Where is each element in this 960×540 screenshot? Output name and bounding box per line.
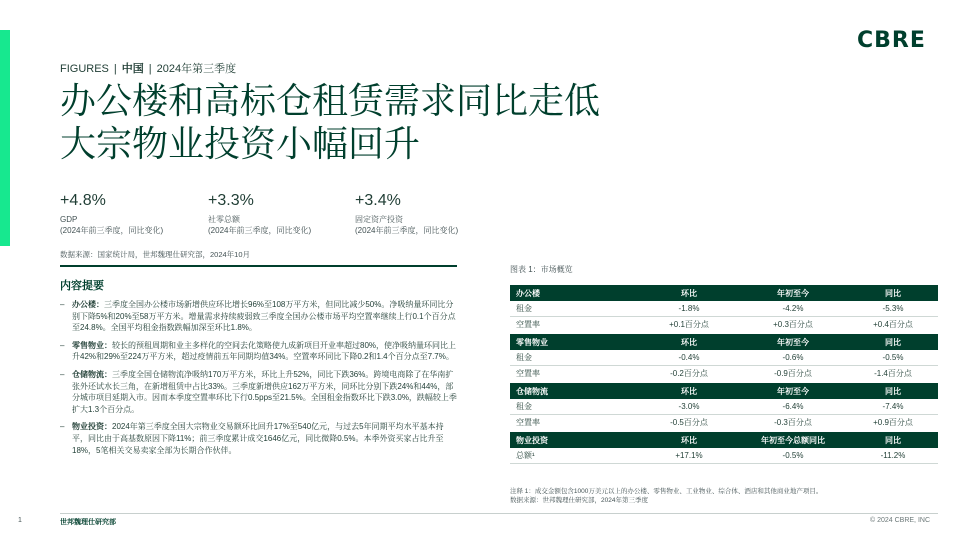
cell-value: -0.6% (738, 350, 848, 366)
kpi-source: 数据来源：国家统计局，世邦魏理仕研究部，2024年10月 (60, 250, 251, 259)
table-row (510, 350, 938, 366)
row-label: 租金 (510, 399, 640, 415)
table-row (510, 415, 938, 432)
summary-item-investment: – 物业投资：2024年第三季度全国大宗物业交易额环比回升17%至540亿元，与过去5年同期平均水平基本持平，同比由于高基数原因下降11%；前三季度累计成交1646亿元，同比微降0.5%。本季外资买家占比升至18%，5笔相关交易卖家全部为长期合作伙伴。 (60, 422, 444, 455)
kpi-value: +3.3% (208, 192, 254, 209)
row-label: 总额¹ (510, 448, 640, 464)
eyebrow-period: 2024年第三季度 (156, 63, 237, 75)
column-header: 环比 (640, 382, 738, 399)
section-name: 物业投资 (510, 431, 640, 448)
summary-item-lead: 物业投资： (72, 422, 112, 432)
table-section-header (510, 431, 938, 448)
row-label: 租金 (510, 350, 640, 366)
summary-item-text: 三季度全国仓储物流净吸纳170万平方米，环比上升52%，同比下跌36%。跨境电商除了在华南扩张外还试水长三角，在新增租赁中占比33%。三季度新增供应162万平方米，同环比分别下跌24%和44%，部分城市项目延期入市。因而本季度空置率环比下行0.5pps至21.5%。全国租金指数环比下跌3.0%，跌幅较上季扩大1.3个百分点。 (72, 369, 457, 414)
summary-item-text: 2024年第三季度全国大宗物业交易额环比回升17%至540亿元，与过去5年同期平均水平基本持平，同比由于高基数原因下降11%；前三季度累计成交1646亿元，同比微降0.5%。本季外资买家占比升至18%，5笔相关交易卖家全部为长期合作伙伴。 (72, 422, 444, 455)
table-section-header (510, 333, 938, 350)
cell-value: +0.1百分点 (640, 317, 738, 334)
summary-heading: 内容提要 (60, 280, 104, 292)
kpi-retail-sales (208, 192, 348, 236)
kpi-label: GDP (60, 215, 78, 224)
table-footnote: 注释 1：成交金额包含1000万美元以上的办公楼、零售物业、工业物业、综合体、酒店和其他商业地产项目。 (510, 488, 823, 495)
table-section-header (510, 382, 938, 399)
table-row (510, 366, 938, 383)
title-line-1: 办公楼和高标仓租赁需求同比走低 (60, 81, 601, 122)
row-label: 空置率 (510, 415, 640, 432)
cell-value: -6.4% (738, 399, 848, 415)
cell-value: -0.5% (848, 350, 938, 366)
cell-value: +17.1% (640, 448, 738, 464)
summary-item-lead: 仓储物流： (72, 369, 112, 379)
cell-value: -0.2百分点 (640, 366, 738, 383)
section-name: 办公楼 (510, 285, 640, 301)
eyebrow: FIGURES | 中国 | 2024年第三季度 (60, 63, 237, 75)
column-header: 年初至今 (738, 382, 848, 399)
cell-value: +0.4百分点 (848, 317, 938, 334)
cell-value: -0.3百分点 (738, 415, 848, 432)
summary-item-office: – 办公楼：三季度全国办公楼市场新增供应环比增长96%至108万平方米，但同比减少50%。净吸纳量环同比分别下降5%和20%至58万平方米。增量需求持续疲弱致三季度全国办公楼市场平均空置率继续上行0.1个百分点至24.8%。全国平均租金指数跌幅加深至环比1.8%。 (60, 300, 456, 333)
section-name: 零售物业 (510, 333, 640, 350)
table-notes (510, 487, 822, 505)
cell-value: -4.2% (738, 301, 848, 317)
market-overview-table (510, 285, 938, 464)
kpi-label: 固定资产投资 (355, 215, 403, 224)
kpi-label: 社零总额 (208, 215, 240, 224)
kpi-gdp (60, 192, 200, 236)
column-header: 同比 (848, 431, 938, 448)
summary-list (60, 299, 457, 456)
section-name: 仓储物流 (510, 382, 640, 399)
kpi-value: +4.8% (60, 192, 106, 209)
summary-item-retail: – 零售物业：较长的预租周期和业主多样化的空间去化策略使九成新项目开业率超过80%，使净吸纳量环同比上升42%和29%至224万平方米，超过疫情前五年同期均值34%。空置率环同比下降0.2和1.4个百分点至7.7%。 (60, 340, 457, 362)
row-label: 空置率 (510, 317, 640, 334)
column-header: 年初至今总额同比 (738, 431, 848, 448)
summary-item-lead: 办公楼： (72, 300, 104, 309)
cell-value: -11.2% (848, 448, 938, 464)
column-header: 同比 (848, 285, 938, 301)
cell-value: -0.4% (640, 350, 738, 366)
copyright: © 2024 CBRE, INC (869, 517, 930, 524)
cell-value: -0.5% (738, 448, 848, 464)
table-section-header (510, 285, 938, 301)
page-number: 1 (18, 517, 22, 524)
kpi-value: +3.4% (355, 192, 401, 209)
eyebrow-figures: FIGURES (60, 63, 109, 75)
column-header: 年初至今 (738, 333, 848, 350)
cell-value: -1.4百分点 (848, 366, 938, 383)
cell-value: -0.5百分点 (640, 415, 738, 432)
table-row (510, 399, 938, 415)
column-header: 环比 (640, 431, 738, 448)
accent-bar (0, 30, 10, 246)
cbre-logo: CBRE (857, 28, 926, 53)
row-label: 空置率 (510, 366, 640, 383)
kpi-fixed-investment (355, 192, 495, 236)
footer-divider (60, 513, 938, 514)
summary-item-lead: 零售物业： (72, 340, 112, 350)
column-header: 环比 (640, 285, 738, 301)
table-row (510, 317, 938, 334)
cell-value: -5.3% (848, 301, 938, 317)
kpi-note: (2024年前三季度，同比变化) (355, 226, 459, 235)
summary-item-text: 较长的预租周期和业主多样化的空间去化策略使九成新项目开业率超过80%，使净吸纳量环同比上升42%和29%至224万平方米，超过疫情前五年同期均值34%。空置率环同比下降0.2和1.4个百分点至7.7%。 (72, 340, 457, 362)
cell-value: -1.8% (640, 301, 738, 317)
table-caption: 图表 1：市场概览 (510, 265, 573, 274)
summary-section (60, 265, 457, 462)
cell-value: -3.0% (640, 399, 738, 415)
title-line-2: 大宗物业投资小幅回升 (60, 124, 421, 165)
summary-divider (60, 265, 457, 267)
table-row (510, 301, 938, 317)
row-label: 租金 (510, 301, 640, 317)
kpi-note: (2024年前三季度，同比变化) (60, 226, 164, 235)
cell-value: -0.9百分点 (738, 366, 848, 383)
eyebrow-country: 中国 (121, 63, 144, 75)
column-header: 环比 (640, 333, 738, 350)
table-source: 数据来源：世邦魏理仕研究部，2024年第三季度 (510, 497, 648, 504)
cell-value: +0.3百分点 (738, 317, 848, 334)
cell-value: +0.9百分点 (848, 415, 938, 432)
kpi-note: (2024年前三季度，同比变化) (208, 226, 312, 235)
column-header: 同比 (848, 382, 938, 399)
page-title (60, 80, 600, 166)
footer-brand: 世邦魏理仕研究部 (60, 519, 116, 526)
summary-item-text: 三季度全国办公楼市场新增供应环比增长96%至108万平方米，但同比减少50%。净吸纳量环同比分别下降5%和20%至58万平方米。增量需求持续疲弱致三季度全国办公楼市场平均空置率继续上行0.1个百分点至24.8%。全国平均租金指数跌幅加深至环比1.8%。 (72, 300, 456, 333)
table-row (510, 448, 938, 464)
cell-value: -7.4% (848, 399, 938, 415)
column-header: 同比 (848, 333, 938, 350)
summary-item-logistics: – 仓储物流：三季度全国仓储物流净吸纳170万平方米，环比上升52%，同比下跌36%。跨境电商除了在华南扩张外还试水长三角，在新增租赁中占比33%。三季度新增供应162万平方米，同环比分别下跌24%和44%，部分城市项目延期入市。因而本季度空置率环比下行0.5pps至21.5%。全国租金指数环比下跌3.0%，跌幅较上季扩大1.3个百分点。 (60, 369, 457, 414)
column-header: 年初至今 (738, 285, 848, 301)
